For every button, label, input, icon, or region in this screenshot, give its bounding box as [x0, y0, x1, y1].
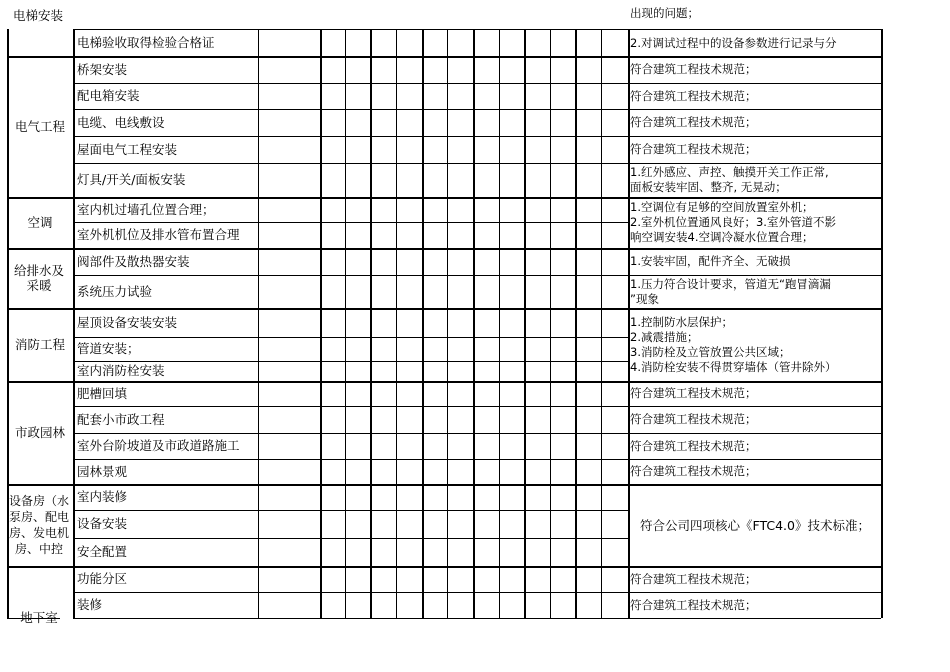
grid-line: [7, 29, 9, 618]
grid-line: [7, 566, 73, 568]
grid-line: [7, 197, 73, 199]
grid-line: [628, 381, 881, 383]
grid-line: [73, 29, 75, 618]
category-cell-fire-protection: 消防工程: [14, 337, 65, 352]
grid-line: [73, 308, 628, 310]
grid-line: [601, 29, 602, 618]
grid-line: [628, 592, 881, 593]
category-cell-air-conditioning: 空调: [27, 215, 53, 230]
grid-line: [73, 163, 628, 164]
requirement-cell: 符合建筑工程技术规范；: [630, 115, 757, 129]
grid-line: [7, 308, 73, 310]
grid-line: [370, 29, 372, 618]
requirement-cell: 1.红外感应、声控、触摸开关工作正常, 面板安装牢固、整齐, 无晃动；: [630, 165, 829, 194]
grid-line: [628, 484, 881, 486]
category-cell-municipal-landscape: 市政园林: [14, 425, 65, 440]
item-cell: 系统压力试验: [77, 283, 153, 299]
requirement-line: 出现的问题；: [630, 6, 699, 20]
grid-line: [628, 248, 881, 250]
item-cell-elevator-cert: 电梯验收取得检验合格证: [77, 34, 215, 50]
item-cell: 桥架安装: [77, 61, 128, 77]
grid-line: [422, 29, 424, 618]
grid-line: [7, 618, 60, 619]
grid-line: [73, 618, 628, 619]
grid-line: [628, 406, 881, 407]
grid-line: [345, 29, 346, 618]
item-cell: 室内机过墙孔位置合理；: [77, 201, 215, 217]
item-cell: 肥槽回填: [77, 385, 128, 401]
item-cell: 设备安装: [77, 516, 128, 531]
grid-line: [628, 618, 881, 619]
grid-line: [73, 29, 628, 30]
category-cell-plumbing-heating: 给排水及采暖: [13, 263, 64, 293]
grid-line: [628, 29, 630, 618]
grid-line: [628, 109, 881, 110]
requirement-cell: 1.压力符合设计要求，管道无“跑冒滴漏 ”现象: [630, 276, 831, 306]
grid-line: [628, 459, 881, 460]
item-cell: 室内装修: [77, 489, 128, 504]
grid-line: [73, 109, 628, 110]
grid-line: [628, 275, 881, 276]
grid-line: [7, 484, 73, 486]
category-cell-electrical: 电气工程: [14, 119, 65, 134]
grid-line: [396, 29, 397, 618]
grid-line: [73, 381, 628, 383]
grid-line: [73, 592, 628, 593]
grid-line: [628, 29, 881, 30]
grid-line: [73, 222, 628, 223]
item-cell: 配电箱安装: [77, 88, 140, 103]
requirement-cell: 1.空调位有足够的空间放置室外机； 2.室外机位置通风良好；3.室外管道不影 响空调安装4.空调冷凝水位置合理；: [630, 200, 836, 244]
category-cell-equipment-rooms: 设备房（水泵房、配电房、发电机房、中控: [9, 494, 69, 556]
category-cell-elevator: 电梯安装: [13, 8, 64, 23]
requirement-cell: 符合建筑工程技术规范；: [630, 88, 757, 103]
grid-line: [320, 29, 322, 618]
category-cell-basement: 地下室: [20, 609, 58, 625]
grid-line: [73, 197, 628, 199]
requirement-line: 2.对调试过程中的设备参数进行记录与分: [630, 36, 837, 50]
item-cell: 室内消防栓安装: [77, 363, 165, 378]
grid-line: [73, 248, 628, 250]
item-cell: 灯具/开关/面板安装: [77, 172, 186, 187]
requirement-cell: 1.安装牢固，配件齐全、无破损: [630, 254, 791, 268]
requirement-cell: 符合建筑工程技术规范；: [630, 597, 757, 612]
item-cell: 园林景观: [77, 463, 128, 479]
grid-line: [499, 29, 500, 618]
grid-line: [73, 459, 628, 460]
item-cell: 室外台阶坡道及市政道路施工: [77, 438, 240, 453]
grid-line: [628, 83, 881, 84]
grid-line: [524, 29, 526, 618]
grid-line: [73, 510, 628, 511]
grid-line: [73, 566, 628, 568]
grid-line: [550, 29, 551, 618]
item-cell: 电缆、电线敷设: [77, 114, 165, 130]
requirement-cell: 符合建筑工程技术规范；: [630, 464, 757, 478]
grid-line: [447, 29, 448, 618]
requirement-cell: 符合建筑工程技术规范；: [630, 386, 757, 400]
grid-line: [73, 136, 628, 137]
grid-line: [73, 275, 628, 276]
grid-line: [73, 484, 628, 486]
grid-line: [628, 308, 881, 310]
item-cell: 配套小市政工程: [77, 411, 165, 427]
requirement-cell: 符合公司四项核心《FTC4.0》技术标准；: [640, 517, 870, 533]
item-cell: 屋顶设备安装安装: [77, 314, 178, 330]
requirement-cell-elevator: [628, 0, 880, 56]
grid-line: [628, 433, 881, 434]
item-cell: 管道安装；: [77, 341, 140, 356]
requirement-cell: 符合建筑工程技术规范；: [630, 142, 757, 156]
requirement-cell: 符合建筑工程技术规范；: [630, 438, 757, 453]
grid-line: [73, 337, 628, 338]
item-cell: 阀部件及散热器安装: [77, 253, 190, 269]
grid-line: [73, 361, 628, 362]
requirement-cell: 符合建筑工程技术规范；: [630, 62, 757, 76]
grid-line: [628, 56, 881, 58]
grid-line: [258, 29, 259, 618]
item-cell: 屋面电气工程安装: [77, 141, 178, 157]
grid-line: [575, 29, 577, 618]
grid-line: [881, 29, 883, 618]
grid-line: [628, 136, 881, 137]
grid-line: [7, 381, 73, 383]
grid-line: [73, 406, 628, 407]
requirement-cell: 符合建筑工程技术规范；: [630, 571, 757, 586]
item-cell: 装修: [77, 597, 103, 612]
grid-line: [73, 83, 628, 84]
grid-line: [7, 248, 73, 250]
grid-line: [7, 56, 73, 58]
item-cell: 功能分区: [77, 571, 128, 586]
grid-line: [628, 566, 881, 568]
grid-line: [628, 197, 881, 199]
item-cell: 室外机机位及排水管布置合理: [77, 227, 240, 242]
requirement-cell: 符合建筑工程技术规范；: [630, 412, 757, 426]
grid-line: [73, 433, 628, 434]
grid-line: [473, 29, 475, 618]
grid-line: [73, 538, 628, 539]
grid-line: [73, 56, 628, 58]
grid-line: [628, 163, 881, 164]
item-cell: 安全配置: [77, 544, 128, 559]
requirement-cell: 1.控制防水层保护； 2.减震措施； 3.消防栓及立管放置公共区域； 4.消防栓安装不得贯穿墙体（管井除外）: [630, 314, 837, 374]
